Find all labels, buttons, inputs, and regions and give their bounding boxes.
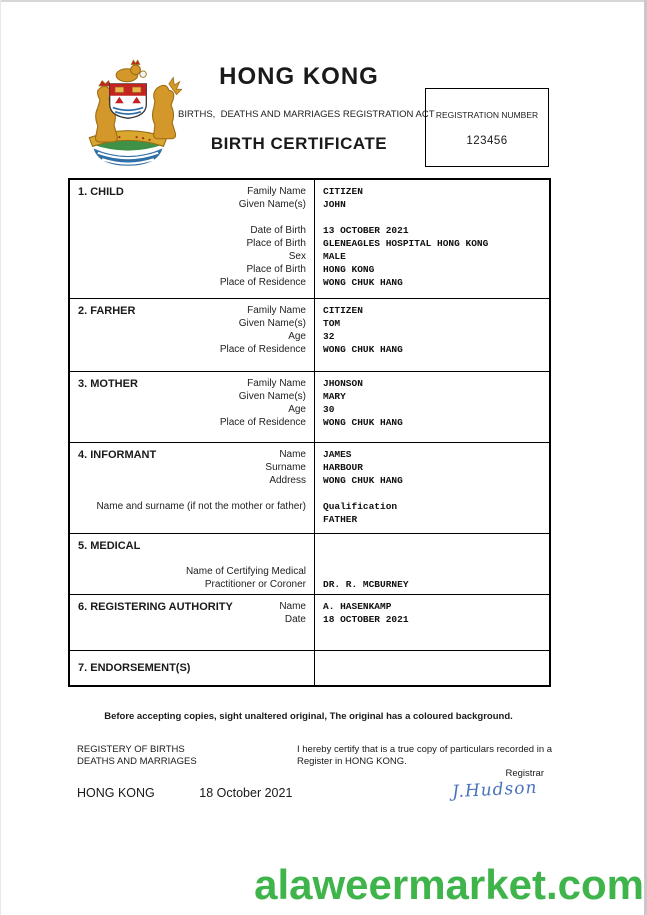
certificate-section xyxy=(70,372,549,443)
field-label: Place of Birth xyxy=(246,238,306,249)
field-value: JHONSON xyxy=(323,378,363,389)
section-values xyxy=(314,651,549,685)
certificate-section xyxy=(70,651,549,685)
registration-number-label: REGISTRATION NUMBER xyxy=(435,110,539,120)
section-values xyxy=(314,534,549,594)
field-value: 30 xyxy=(323,404,335,415)
section-title: 5. MEDICAL xyxy=(78,540,141,552)
field-label: Age xyxy=(288,404,306,415)
certify-statement: I hereby certify that is a true copy of particulars recorded in a Register in HONG KONG. xyxy=(297,744,553,767)
field-label: Date xyxy=(284,614,306,625)
section-title: 2. FARHER xyxy=(78,305,136,317)
field-value: 13 OCTOBER 2021 xyxy=(323,225,409,236)
field-value: DR. R. MCBURNEY xyxy=(323,579,409,590)
field-label: Name and surname (if not the mother or father) xyxy=(96,501,306,512)
field-value: FATHER xyxy=(323,514,358,525)
field-value: HARBOUR xyxy=(323,462,363,473)
field-value: WONG CHUK HANG xyxy=(323,417,403,428)
registration-number-box xyxy=(425,88,549,167)
field-value: HONG KONG xyxy=(323,264,375,275)
place-date-line xyxy=(77,786,292,800)
section-title: 4. INFORMANT xyxy=(78,449,157,461)
field-label: Surname xyxy=(265,462,306,473)
field-label: Age xyxy=(288,331,306,342)
registrar-signature: J.Hudson xyxy=(451,777,538,803)
act-subtitle: BIRTHS, DEATHS AND MARRIAGES REGISTRATION ACT xyxy=(178,109,435,120)
field-value: GLENEAGLES HOSPITAL HONG KONG xyxy=(323,238,489,249)
field-value: 18 OCTOBER 2021 xyxy=(323,614,409,625)
field-label xyxy=(70,513,314,526)
certificate-section xyxy=(70,443,549,534)
field-value: WONG CHUK HANG xyxy=(323,475,403,486)
page-left-edge xyxy=(0,0,1,915)
field-value: Qualification xyxy=(323,501,398,512)
field-label: Place of Residence xyxy=(219,344,306,355)
section-values xyxy=(314,595,549,650)
field-label: Name of Certifying Medical xyxy=(185,566,306,577)
watermark-text: alaweermarket.com xyxy=(254,861,644,908)
page-top-edge xyxy=(0,0,647,2)
section-values xyxy=(314,443,549,533)
certificate-section xyxy=(70,180,549,299)
section-title: 3. MOTHER xyxy=(78,378,138,390)
field-label: Address xyxy=(269,475,306,486)
field-label xyxy=(70,552,314,565)
certificate-date: 18 October 2021 xyxy=(199,786,293,800)
certificate-header xyxy=(178,63,435,154)
page-title: HONG KONG xyxy=(219,63,379,90)
section-title: 1. CHILD xyxy=(78,186,124,198)
field-value: MARY xyxy=(323,391,346,402)
field-label: Place of Residence xyxy=(219,417,306,428)
section-values xyxy=(314,180,549,298)
field-value: CITIZEN xyxy=(323,305,363,316)
field-value xyxy=(315,539,549,552)
hong-kong-coat-of-arms-icon xyxy=(74,58,182,170)
registrar-label: Registrar xyxy=(505,768,544,779)
copies-notice: Before accepting copies, sight unaltered original, The original has a coloured background. xyxy=(104,711,513,722)
section-values xyxy=(314,299,549,371)
field-value: 32 xyxy=(323,331,335,342)
field-label xyxy=(70,487,314,500)
registry-block xyxy=(77,744,197,767)
certificate-section xyxy=(70,595,549,651)
field-label: Family Name xyxy=(247,186,306,197)
registration-number-value: 123456 xyxy=(466,135,508,147)
field-label: Practitioner or Coroner xyxy=(204,579,306,590)
field-label: Family Name xyxy=(247,305,306,316)
field-label: Place of Residence xyxy=(219,277,306,288)
field-value xyxy=(315,211,549,224)
field-label: Given Name(s) xyxy=(238,318,306,329)
field-label: Given Name(s) xyxy=(238,391,306,402)
field-value: CITIZEN xyxy=(323,186,363,197)
section-values xyxy=(314,372,549,442)
field-label: Given Name(s) xyxy=(238,199,306,210)
section-title: 6. REGISTERING AUTHORITY xyxy=(78,601,233,613)
field-label: Place of Birth xyxy=(246,264,306,275)
registry-line-1: REGISTERY OF BIRTHS xyxy=(77,744,185,755)
certificate-place: HONG KONG xyxy=(77,786,155,800)
certificate-section xyxy=(70,299,549,372)
field-value: TOM xyxy=(323,318,341,329)
field-label: Name xyxy=(279,449,306,460)
certificate-table xyxy=(68,178,551,687)
document-title: BIRTH CERTIFICATE xyxy=(210,134,388,153)
section-title: 7. ENDORSEMENT(S) xyxy=(78,662,191,674)
field-value xyxy=(315,487,549,500)
field-label: Sex xyxy=(288,251,306,262)
field-value: MALE xyxy=(323,251,346,262)
field-label: Name xyxy=(279,601,306,612)
field-value: A. HASENKAMP xyxy=(323,601,392,612)
field-value: WONG CHUK HANG xyxy=(323,344,403,355)
field-label xyxy=(70,211,314,224)
field-value: WONG CHUK HANG xyxy=(323,277,403,288)
registry-line-2: DEATHS AND MARRIAGES xyxy=(77,755,197,767)
certificate-section xyxy=(70,534,549,595)
field-value: JAMES xyxy=(323,449,352,460)
field-value xyxy=(315,552,549,565)
field-value xyxy=(315,565,549,578)
field-label: Date of Birth xyxy=(250,225,306,236)
section-labels xyxy=(70,185,314,289)
field-label: Family Name xyxy=(247,378,306,389)
field-value: JOHN xyxy=(323,199,346,210)
